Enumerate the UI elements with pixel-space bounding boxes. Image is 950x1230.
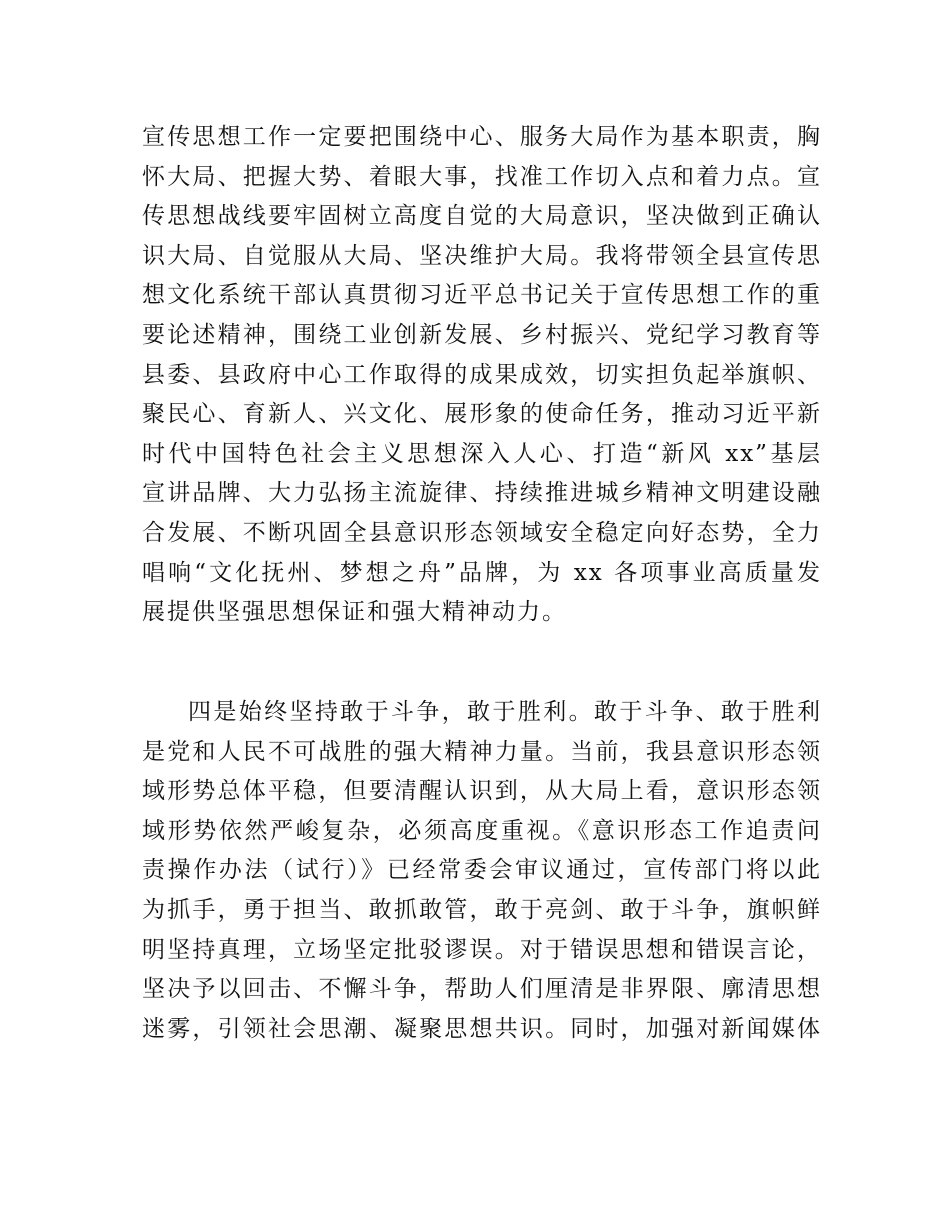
paragraph-line: 聚民心、育新人、兴文化、展形象的使命任务，推动习近平新 (142, 401, 822, 428)
paragraph-line: 四是始终坚持敢于斗争，敢于胜利。敢于斗争、敢于胜利 (188, 699, 822, 725)
paragraph-line: 怀大局、把握大势、着眼大事，找准工作切入点和着力点。宣 (142, 163, 822, 190)
paragraph-line: 合发展、不断巩固全县意识形态领域安全稳定向好态势，全力 (142, 519, 822, 546)
paragraph-line: 唱响“文化抚州、梦想之舟”品牌，为 xx 各项事业高质量发 (142, 559, 822, 586)
paragraph-line: 明坚持真理，立场坚定批驳谬误。对于错误思想和错误言论， (142, 936, 822, 963)
paragraph-line: 宣讲品牌、大力弘扬主流旋律、持续推进城乡精神文明建设融 (142, 480, 822, 507)
paragraph-line: 宣传思想工作一定要把围绕中心、服务大局作为基本职责，胸 (142, 124, 822, 150)
paragraph-line: 想文化系统干部认真贯彻习近平总书记关于宣传思想工作的重 (142, 282, 822, 309)
paragraph-line: 域形势总体平稳，但要清醒认识到，从大局上看，意识形态领 (142, 778, 822, 805)
paragraph-line: 传思想战线要牢固树立高度自觉的大局意识，坚决做到正确认 (142, 203, 822, 230)
paragraph-line: 展提供坚强思想保证和强大精神动力。 (142, 599, 567, 626)
paragraph-line: 要论述精神，围绕工业创新发展、乡村振兴、党纪学习教育等 (142, 321, 822, 348)
paragraph-line: 是党和人民不可战胜的强大精神力量。当前，我县意识形态领 (142, 738, 822, 765)
paragraph-line: 坚决予以回击、不懈斗争，帮助人们厘清是非界限、廓清思想 (142, 976, 822, 1003)
paragraph-line: 域形势依然严峻复杂，必须高度重视。《意识形态工作追责问 (142, 817, 822, 844)
paragraph-line: 识大局、自觉服从大局、坚决维护大局。我将带领全县宣传思 (142, 242, 822, 269)
paragraph-line: 县委、县政府中心工作取得的成果成效，切实担负起举旗帜、 (142, 361, 822, 388)
paragraph-line: 责操作办法（试行）》已经常委会审议通过，宣传部门将以此 (142, 857, 822, 884)
paragraph-line: 时代中国特色社会主义思想深入人心、打造“新风 xx”基层 (142, 440, 822, 467)
paragraph-line: 为抓手，勇于担当、敢抓敢管，敢于亮剑、敢于斗争，旗帜鲜 (142, 896, 822, 923)
paragraph-line: 迷雾，引领社会思潮、凝聚思想共识。同时，加强对新闻媒体 (142, 1015, 822, 1042)
paragraph-2 (142, 693, 822, 1049)
paragraph-1 (142, 118, 822, 633)
